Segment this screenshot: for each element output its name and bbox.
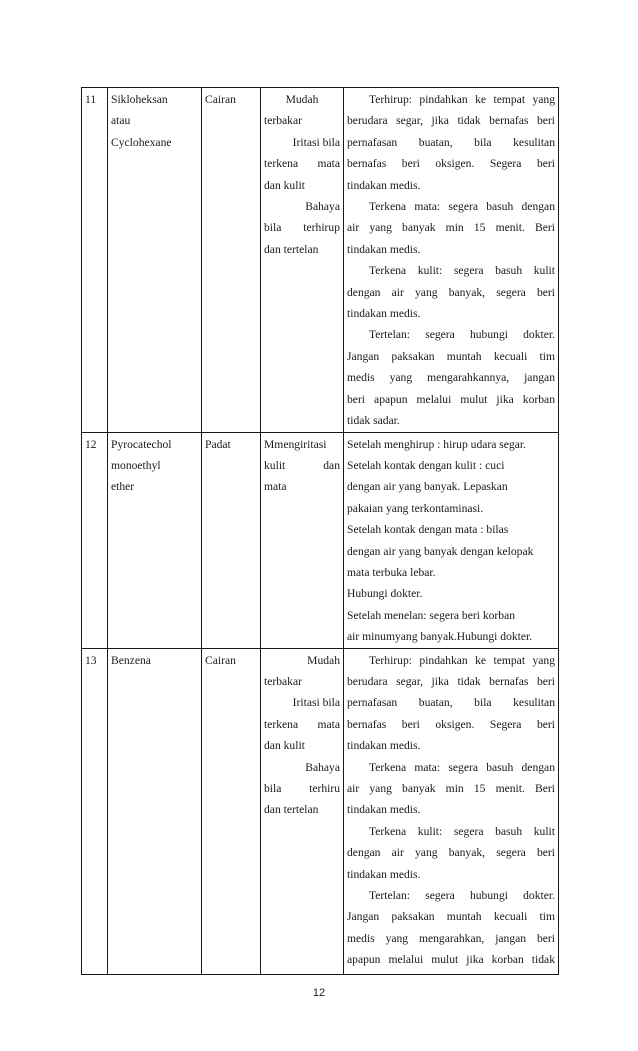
first-aid-line: tindakan medis. [347,739,421,753]
first-aid-line: pernafasan buatan, bila kesulitan [347,135,555,149]
first-aid-line: tindakan medis. [347,867,421,881]
first-aid-cell [344,432,559,648]
first-aid-line: medis yang mengarahkan, jangan beri [347,931,555,945]
first-aid-line: Jangan paksakan muntah kecuali tim [347,349,555,363]
first-aid-line: tidak sadar. [347,414,400,428]
page-number: 12 [312,987,326,999]
first-aid-line: Hubungi dokter. [347,587,423,601]
hazard-line: Mudah [285,93,319,106]
hazard-cell [261,88,344,433]
first-aid-line: beri apapun melalui mulut jika korban [347,392,555,406]
first-aid-line: dengan air yang banyak, segera beri [347,846,555,860]
hazard-line: kulit dan [264,458,340,472]
first-aid-line: Jangan paksakan muntah kecuali tim [347,910,555,924]
first-aid-line: Terkena kulit: segera basuh kulit [369,264,555,278]
row-number: 13 [85,653,97,667]
row-number: 11 [85,93,97,106]
first-aid-line: air yang banyak min 15 menit. Beri [347,782,555,795]
physical-form-cell [202,88,261,433]
first-aid-line: tindakan medis. [347,803,421,817]
first-aid-line: air minumyang banyak.Hubungi dokter. [347,630,533,644]
chemical-name-cell [108,432,202,648]
hazard-line: Iritasi bila [292,135,340,149]
hazard-line: terbakar [264,674,302,688]
hazard-line: terkena mata [264,717,340,731]
physical-form: Cairan [205,93,236,106]
physical-form: Cairan [205,653,236,667]
first-aid-line: Terkena mata: segera basuh dengan [369,200,555,214]
hazard-line: dan kulit [264,739,305,753]
table-row [82,88,559,433]
first-aid-line: berudara segar, jika tidak bernafas beri [347,114,555,128]
first-aid-line: Setelah kontak dengan kulit : cuci [347,458,505,472]
first-aid-line: Setelah menghirup : hirup udara segar. [347,437,527,451]
chemical-name-line: Benzena [111,653,151,667]
physical-form-cell [202,432,261,648]
first-aid-line: Terhirup: pindahkan ke tempat yang [369,653,555,667]
first-aid-line: air yang banyak min 15 menit. Beri [347,221,555,235]
hazard-line: dan kulit [264,178,305,192]
hazard-line: Bahaya [305,760,340,774]
hazard-cell [261,432,344,648]
chemical-name-line: Sikloheksan [111,93,168,106]
first-aid-cell [344,88,559,433]
physical-form: Padat [205,437,231,451]
hazard-line: dan tertelan [264,803,319,817]
first-aid-line: medis yang mengarahkannya, jangan [347,371,555,385]
table-row [82,648,559,974]
hazard-line: terbakar [264,114,302,128]
row-number-cell [82,432,108,648]
first-aid-line: pakaian yang terkontaminasi. [347,501,484,515]
first-aid-line: Setelah kontak dengan mata : bilas [347,523,509,537]
first-aid-line: Terkena mata: segera basuh dengan [369,760,555,774]
table-row [82,432,559,648]
hazard-line: mata [264,480,287,494]
hazard-line: Mmengiritasi [264,437,327,451]
chemical-name-line: monoethyl [111,458,161,472]
first-aid-line: Tertelan: segera hubungi dokter. [369,328,555,342]
row-number: 12 [85,437,97,451]
hazard-line: Mudah [307,653,340,667]
first-aid-line: bernafas beri oksigen. Segera beri [347,157,555,171]
hazard-line: terkena mata [264,157,340,171]
row-number-cell [82,648,108,974]
chemical-name-line: Cyclohexane [111,135,172,149]
chemical-name-cell [108,648,202,974]
first-aid-line: tindakan medis. [347,242,421,256]
first-aid-line: mata terbuka lebar. [347,565,436,579]
first-aid-line: tindakan medis. [347,307,421,321]
hazard-cell [261,648,344,974]
hazard-line: dan tertelan [264,242,319,256]
first-aid-line: bernafas beri oksigen. Segera beri [347,717,555,731]
physical-form-cell [202,648,261,974]
chemical-name-line: atau [111,114,131,128]
first-aid-cell [344,648,559,974]
first-aid-line: tindakan medis. [347,178,421,192]
chemical-name-line: Pyrocatechol [111,437,172,451]
chemical-name-cell [108,88,202,433]
hazard-line: bila terhiru [264,782,340,795]
chemical-name-line: ether [111,480,135,494]
chemical-safety-table [81,87,559,975]
first-aid-line: Setelah menelan: segera beri korban [347,608,516,622]
first-aid-line: dengan air yang banyak dengan kelopak [347,544,534,558]
first-aid-line: Terkena kulit: segera basuh kulit [369,824,555,838]
row-number-cell [82,88,108,433]
first-aid-line: apapun melalui mulut jika korban tidak [347,953,555,967]
first-aid-line: dengan air yang banyak. Lepaskan [347,480,508,494]
hazard-line: Bahaya [305,200,340,214]
hazard-line: bila terhirup [264,221,340,235]
first-aid-line: Tertelan: segera hubungi dokter. [369,889,555,903]
first-aid-line: berudara segar, jika tidak bernafas beri [347,674,555,688]
first-aid-line: Terhirup: pindahkan ke tempat yang [369,93,555,106]
hazard-line: Iritasi bila [292,696,340,710]
first-aid-line: pernafasan buatan, bila kesulitan [347,696,555,710]
first-aid-line: dengan air yang banyak, segera beri [347,285,555,299]
